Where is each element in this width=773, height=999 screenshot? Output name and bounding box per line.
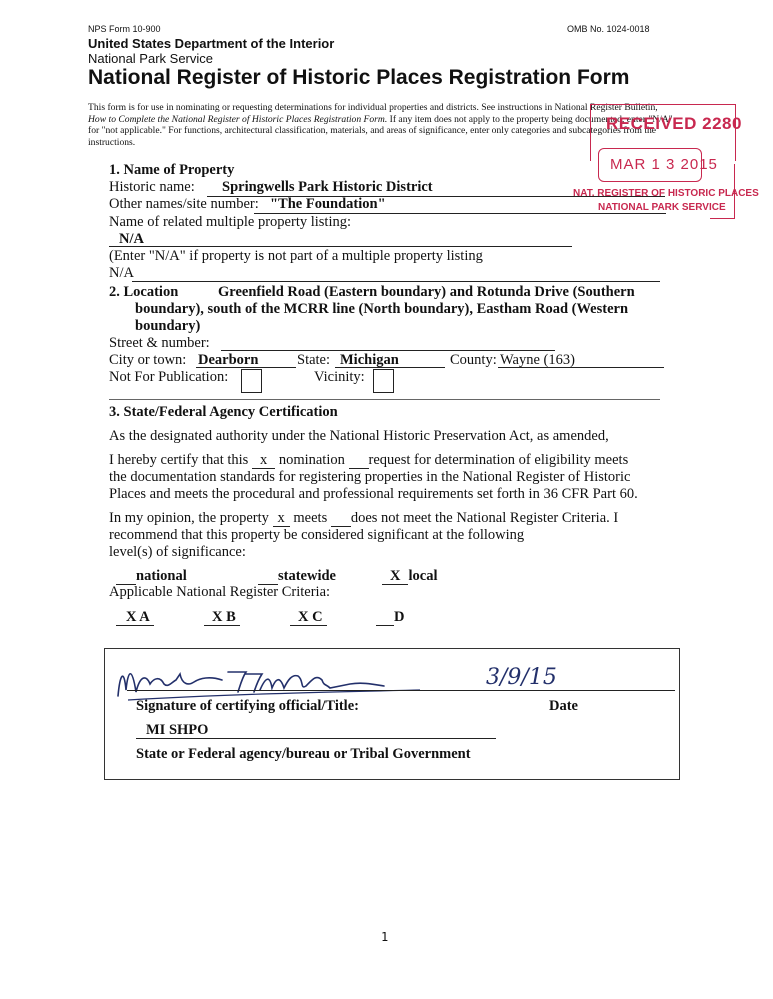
city-label: City or town:: [109, 352, 187, 368]
multiple-listing-label: Name of related multiple property listing:: [109, 214, 352, 230]
stamp-service: NATIONAL PARK SERVICE: [598, 202, 726, 213]
other-names-label: Other names/site number:: [109, 196, 259, 212]
section3-heading: 3. State/Federal Agency Certification: [109, 404, 338, 420]
agency-label: State or Federal agency/bureau or Tribal Government: [136, 746, 471, 762]
multiple-listing-value: N/A: [119, 231, 144, 247]
omb-number: OMB No. 1024-0018: [567, 24, 650, 34]
section1-heading: 1. Name of Property: [109, 162, 235, 178]
certify-line-2: the documentation standards for registering properties in the National Register of Historic: [109, 469, 631, 485]
stamp-date: MAR 1 3 2015: [610, 156, 718, 173]
page-number: 1: [381, 930, 389, 944]
city-value: Dearborn: [198, 352, 259, 368]
enter-na-note: (Enter "N/A" if property is not part of a multiple property listing: [109, 248, 483, 264]
signature-label: Signature of certifying official/Title:: [136, 698, 359, 714]
other-names-value: "The Foundation": [270, 196, 386, 212]
street-label: Street & number:: [109, 335, 210, 351]
historic-name-value: Springwells Park Historic District: [222, 179, 433, 195]
enter-na-value: N/A: [109, 265, 134, 281]
level-local: X local: [382, 568, 437, 585]
county-label: County:: [450, 352, 497, 368]
form-number: NPS Form 10-900: [88, 24, 161, 34]
opinion-line-1: In my opinion, the property x meets does not meet the National Register Criteria. I: [109, 510, 619, 526]
intro-paragraph: This form is for use in nominating or requesting determinations for individual properties and districts. See instructions in National Register Bulletin, How to Complete the National Register of Historic Places Registration Form. If any item does not apply to the property being documented, enter "N/A" for "not applicable." For functions, architectural classification, materials, and areas of significance, enter only categories and subcategories from the instructions.: [88, 102, 673, 148]
location-line-1: Greenfield Road (Eastern boundary) and Rotunda Drive (Southern: [218, 284, 635, 300]
section2-heading: 2. Location: [109, 284, 179, 300]
opinion-line-3: level(s) of significance:: [109, 544, 246, 560]
level-statewide: statewide: [258, 568, 336, 585]
criteria-c: X C: [290, 609, 327, 626]
county-value: Wayne (163): [500, 352, 575, 368]
not-for-publication-label: Not For Publication:: [109, 369, 229, 385]
historic-name-label: Historic name:: [109, 179, 195, 195]
received-stamp: [570, 104, 759, 218]
vicinity-label: Vicinity:: [314, 369, 365, 385]
certify-line-3: Places and meets the procedural and professional requirements set forth in 36 CFR Part 60.: [109, 486, 638, 502]
department: United States Department of the Interior: [88, 36, 335, 51]
criteria-a: X A: [116, 609, 154, 626]
location-line-2: boundary), south of the MCRR line (North boundary), Eastham Road (Western: [135, 301, 629, 317]
not-for-publication-checkbox[interactable]: [241, 369, 262, 393]
state-label: State:: [297, 352, 331, 368]
criteria-d: D: [376, 609, 404, 626]
page-title: National Register of Historic Places Registration Form: [88, 66, 630, 89]
level-national: national: [116, 568, 187, 585]
stamp-register: NAT. REGISTER OF HISTORIC PLACES: [573, 188, 759, 199]
certify-line-1: I hereby certify that this x nomination request for determination of eligibility meets: [109, 452, 629, 468]
opinion-line-2: recommend that this property be considered significant at the following: [109, 527, 525, 543]
vicinity-checkbox[interactable]: [373, 369, 394, 393]
date-label: Date: [549, 698, 578, 714]
location-line-3: boundary): [135, 318, 201, 334]
criteria-label: Applicable National Register Criteria:: [109, 584, 331, 600]
criteria-b: X B: [204, 609, 240, 626]
signature-date-value: 3/9/15: [486, 665, 557, 690]
authority-text: As the designated authority under the National Historic Preservation Act, as amended,: [109, 428, 609, 444]
service: National Park Service: [88, 51, 213, 66]
agency-value: MI SHPO: [136, 722, 496, 739]
stamp-received: RECEIVED 2280: [606, 114, 742, 133]
state-value: Michigan: [340, 352, 399, 368]
